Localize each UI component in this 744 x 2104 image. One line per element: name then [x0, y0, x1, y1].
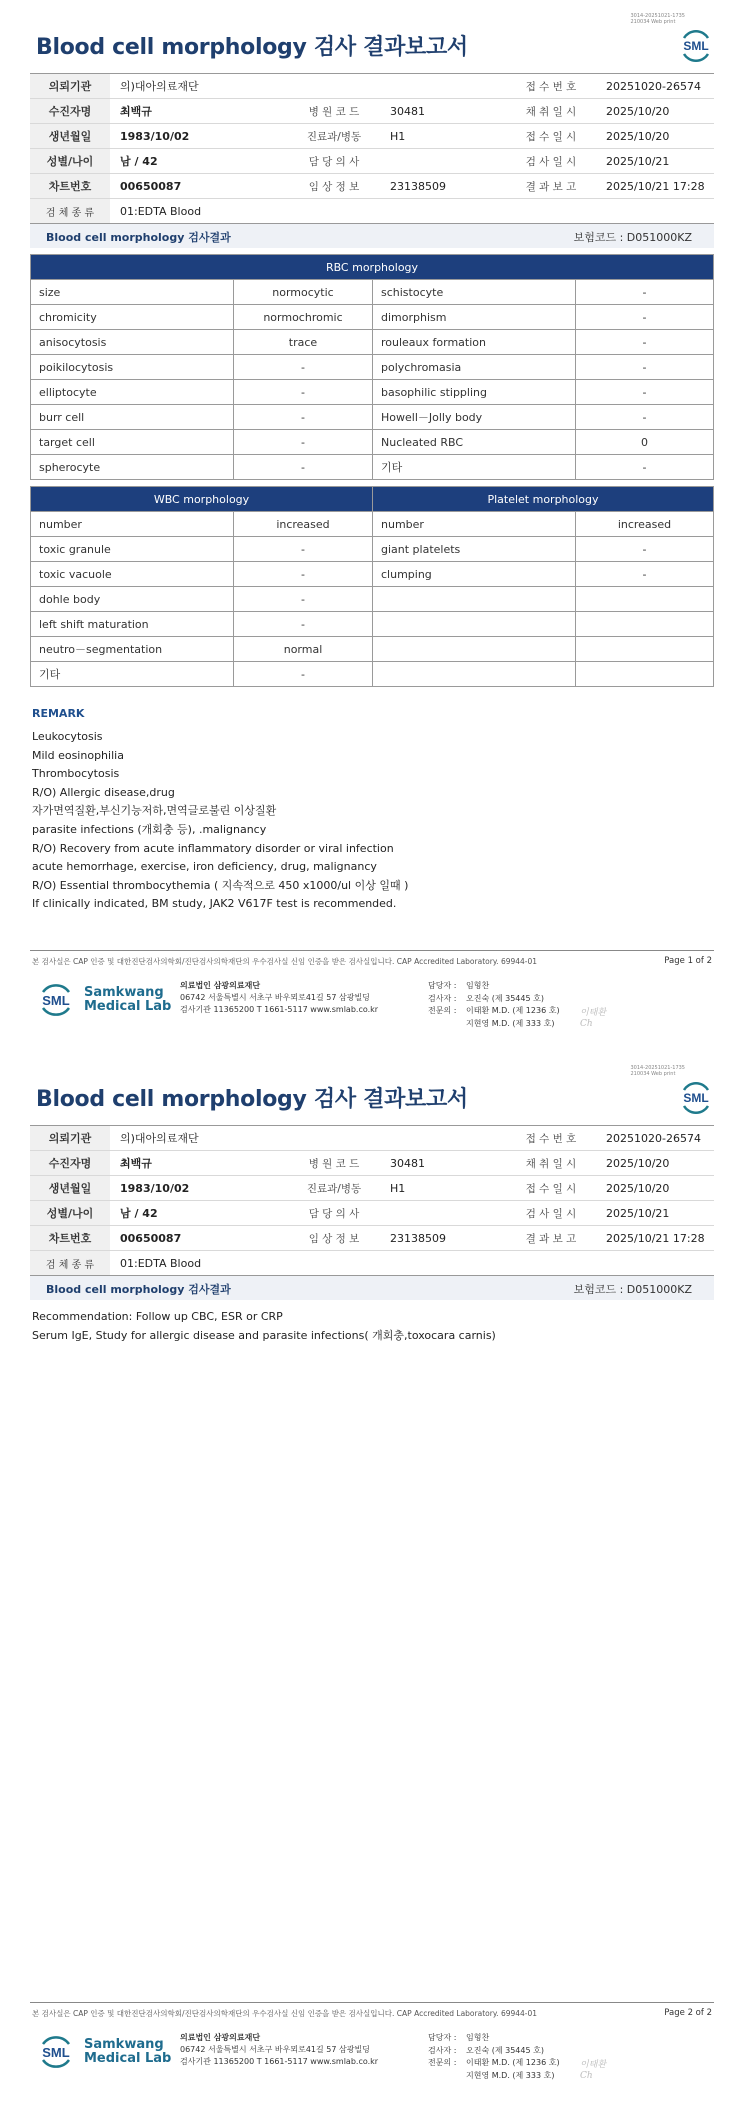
wbc-test-result: -: [234, 662, 373, 687]
value: 2025/10/21: [596, 149, 714, 174]
test-result: -: [234, 430, 373, 455]
recommendation-line: Serum IgE, Study for allergic disease and parasite infections( 개회충,toxocara carnis): [32, 1328, 496, 1342]
label: 검 체 종 류: [30, 199, 110, 224]
label: 접 수 번 호: [506, 1126, 596, 1151]
wbc-test-result: increased: [234, 512, 373, 537]
label: 접 수 일 시: [506, 1176, 596, 1201]
svg-text:SML: SML: [42, 2045, 70, 2060]
value: 2025/10/20: [596, 1151, 714, 1176]
test-name: dimorphism: [373, 305, 576, 330]
remark-text: [32, 728, 408, 914]
label: 채 취 일 시: [506, 1151, 596, 1176]
label: 채 취 일 시: [506, 99, 596, 124]
test-result: -: [234, 355, 373, 380]
label: 결 과 보 고: [506, 174, 596, 199]
platelet-test-name: [373, 637, 576, 662]
label: 담 당 의 사: [288, 1201, 380, 1226]
platelet-test-result: [576, 587, 714, 612]
table-row: [31, 612, 714, 637]
value: 23138509: [380, 174, 506, 199]
table-row: [31, 455, 714, 480]
label: 진료과/병동: [288, 124, 380, 149]
table-row: [31, 355, 714, 380]
print-code: 3014-20251021-1735 210034 Web print: [630, 13, 685, 25]
value: 2025/10/21 17:28: [596, 1226, 714, 1251]
value: 01:EDTA Blood: [110, 1251, 714, 1276]
remark-line: R/O) Recovery from acute inflammatory disorder or viral infection: [32, 841, 394, 855]
test-name: Nucleated RBC: [373, 430, 576, 455]
label: 의뢰기관: [30, 1126, 110, 1151]
remark-line: parasite infections (개회충 등), .malignancy: [32, 822, 267, 836]
value: 의)대아의료재단: [110, 1126, 506, 1151]
remark-line: If clinically indicated, BM study, JAK2 V617F test is recommended.: [32, 897, 397, 911]
value: H1: [380, 1176, 506, 1201]
platelet-test-name: [373, 587, 576, 612]
platelet-table-title: Platelet morphology: [373, 487, 714, 512]
section-title: Blood cell morphology 검사결과: [46, 231, 231, 244]
sml-logo-icon: [36, 980, 76, 1020]
svg-text:SML: SML: [683, 39, 709, 53]
insurance-code: 보험코드 : D051000KZ: [573, 231, 692, 244]
rbc-morphology-table: [30, 254, 714, 480]
wbc-test-name: number: [31, 512, 234, 537]
platelet-test-name: [373, 662, 576, 687]
test-result: normocytic: [234, 280, 373, 305]
signature: 이태환: [580, 2060, 607, 2070]
sml-logo-icon: [36, 2032, 76, 2072]
test-name: elliptocyte: [31, 380, 234, 405]
test-name: spherocyte: [31, 455, 234, 480]
test-name: poikilocytosis: [31, 355, 234, 380]
label: 성별/나이: [30, 1201, 110, 1226]
table-row: [31, 512, 714, 537]
test-result: -: [576, 280, 714, 305]
wbc-test-result: normal: [234, 637, 373, 662]
wbc-test-name: toxic granule: [31, 537, 234, 562]
remark-title: REMARK: [32, 707, 85, 720]
label: 병 원 코 드: [288, 1151, 380, 1176]
platelet-test-result: [576, 662, 714, 687]
wbc-test-result: -: [234, 562, 373, 587]
test-name: 기타: [373, 455, 576, 480]
value: 20251020-26574: [596, 1126, 714, 1151]
remark-line: R/O) Allergic disease,drug: [32, 785, 175, 799]
value: 2025/10/20: [596, 1176, 714, 1201]
wbc-platelet-table: [30, 486, 714, 687]
report-title: Blood cell morphology 검사 결과보고서: [36, 35, 468, 60]
svg-text:SML: SML: [42, 993, 70, 1008]
recommendation-text: [32, 1308, 496, 1345]
platelet-test-result: -: [576, 537, 714, 562]
section-bar: [30, 1276, 714, 1300]
wbc-test-result: -: [234, 612, 373, 637]
platelet-test-result: [576, 637, 714, 662]
test-result: 0: [576, 430, 714, 455]
page-number: Page 1 of 2: [664, 956, 712, 966]
remark-line: acute hemorrhage, exercise, iron deficiency, drug, malignancy: [32, 860, 377, 874]
test-name: Howell－Jolly body: [373, 405, 576, 430]
test-name: burr cell: [31, 405, 234, 430]
label: 진료과/병동: [288, 1176, 380, 1201]
section-bar: [30, 224, 714, 248]
value: 1983/10/02: [110, 1176, 288, 1201]
footer-divider: [30, 950, 714, 951]
print-code: 3014-20251021-1735 210034 Web print: [630, 1065, 685, 1077]
value: 20251020-26574: [596, 74, 714, 99]
label: 접 수 일 시: [506, 124, 596, 149]
platelet-test-result: increased: [576, 512, 714, 537]
remark-line: Thrombocytosis: [32, 767, 120, 781]
test-result: -: [234, 380, 373, 405]
label: 차트번호: [30, 174, 110, 199]
recommendation-line: Recommendation: Follow up CBC, ESR or CRP: [32, 1310, 283, 1323]
insurance-code: 보험코드 : D051000KZ: [573, 1283, 692, 1296]
test-name: chromicity: [31, 305, 234, 330]
label: 수진자명: [30, 1151, 110, 1176]
organization-info: 의료법인 삼광의료재단 06742 서울특별시 서초구 바우뫼로41길 57 삼광빌딩 검사기관 11365200 T 1661-5117 www.smlab.co.kr: [180, 981, 379, 1014]
test-name: size: [31, 280, 234, 305]
signature: Ch: [580, 1019, 593, 1029]
table-row: [31, 637, 714, 662]
test-result: -: [576, 455, 714, 480]
signature: 이태환: [580, 1008, 607, 1018]
test-result: trace: [234, 330, 373, 355]
label: 접 수 번 호: [506, 74, 596, 99]
table-row: [31, 662, 714, 687]
test-name: basophilic stippling: [373, 380, 576, 405]
signers: 담당자 : 임형찬 검사자 : 오진숙 (제 35445 호) 전문의 : 이태환 M.D. (제 1236 호) 지현영 M.D. (제 333 호): [428, 981, 560, 1028]
test-name: rouleaux formation: [373, 330, 576, 355]
wbc-test-name: left shift maturation: [31, 612, 234, 637]
page-2: [0, 1052, 744, 2104]
signers: 담당자 : 임형찬 검사자 : 오진숙 (제 35445 호) 전문의 : 이태환 M.D. (제 1236 호) 지현영 M.D. (제 333 호): [428, 2033, 560, 2080]
label: 의뢰기관: [30, 74, 110, 99]
sml-logo-icon: [678, 1080, 714, 1116]
label: 생년월일: [30, 1176, 110, 1201]
test-name: target cell: [31, 430, 234, 455]
table-row: [31, 280, 714, 305]
test-result: -: [576, 355, 714, 380]
wbc-test-name: dohle body: [31, 587, 234, 612]
patient-info-table: [30, 1125, 714, 1276]
label: 검 사 일 시: [506, 1201, 596, 1226]
value: 2025/10/20: [596, 99, 714, 124]
wbc-test-name: neutro－segmentation: [31, 637, 234, 662]
test-result: -: [576, 380, 714, 405]
test-result: -: [576, 305, 714, 330]
label: 결 과 보 고: [506, 1226, 596, 1251]
label: 담 당 의 사: [288, 149, 380, 174]
label: 병 원 코 드: [288, 99, 380, 124]
wbc-table-title: WBC morphology: [31, 487, 373, 512]
label: 검 체 종 류: [30, 1251, 110, 1276]
footer-divider: [30, 2002, 714, 2003]
test-result: -: [234, 405, 373, 430]
rbc-table-title: RBC morphology: [31, 255, 714, 280]
cap-statement: 본 검사실은 CAP 인증 및 대한진단검사의학회/진단검사의학재단의 우수검사실 신임 인증을 받은 검사실입니다. CAP Accredited Laboratory. 69944-01: [32, 957, 538, 966]
table-row: [31, 330, 714, 355]
test-name: polychromasia: [373, 355, 576, 380]
signature: Ch: [580, 2071, 593, 2081]
value: 1983/10/02: [110, 124, 288, 149]
platelet-test-name: giant platelets: [373, 537, 576, 562]
sml-logo-icon: [678, 28, 714, 64]
value: 01:EDTA Blood: [110, 199, 714, 224]
remark-line: R/O) Essential thrombocythemia ( 지속적으로 450 x1000/ul 이상 일때 ): [32, 878, 409, 892]
remark-line: Leukocytosis: [32, 730, 103, 743]
cap-statement: 본 검사실은 CAP 인증 및 대한진단검사의학회/진단검사의학재단의 우수검사실 신임 인증을 받은 검사실입니다. CAP Accredited Laboratory. 69944-01: [32, 2009, 538, 2018]
page-number: Page 2 of 2: [664, 2008, 712, 2018]
remark-line: Mild eosinophilia: [32, 748, 124, 762]
table-row: [31, 430, 714, 455]
table-row: [31, 405, 714, 430]
test-name: anisocytosis: [31, 330, 234, 355]
table-row: [31, 587, 714, 612]
test-result: -: [576, 330, 714, 355]
platelet-test-name: [373, 612, 576, 637]
value: 2025/10/20: [596, 124, 714, 149]
report-title: Blood cell morphology 검사 결과보고서: [36, 1087, 468, 1112]
value: 2025/10/21 17:28: [596, 174, 714, 199]
value: 00650087: [110, 1226, 288, 1251]
label: 임 상 정 보: [288, 1226, 380, 1251]
wbc-test-name: toxic vacuole: [31, 562, 234, 587]
wbc-test-result: -: [234, 587, 373, 612]
value: H1: [380, 124, 506, 149]
table-row: [31, 537, 714, 562]
platelet-test-name: clumping: [373, 562, 576, 587]
value: 30481: [380, 99, 506, 124]
table-row: [31, 305, 714, 330]
label: 생년월일: [30, 124, 110, 149]
label: 검 사 일 시: [506, 149, 596, 174]
value: 30481: [380, 1151, 506, 1176]
value: 의)대아의료재단: [110, 74, 506, 99]
test-result: -: [576, 405, 714, 430]
test-result: -: [234, 455, 373, 480]
label: 차트번호: [30, 1226, 110, 1251]
value: 남 / 42: [110, 1201, 288, 1226]
patient-info-table: [30, 73, 714, 224]
value: 최백규: [110, 99, 288, 124]
section-title: Blood cell morphology 검사결과: [46, 1283, 231, 1296]
test-result: normochromic: [234, 305, 373, 330]
wbc-test-result: -: [234, 537, 373, 562]
brand-name: Samkwang Medical Lab: [84, 985, 172, 1014]
value: [380, 1201, 506, 1226]
test-name: schistocyte: [373, 280, 576, 305]
label: 성별/나이: [30, 149, 110, 174]
platelet-test-name: number: [373, 512, 576, 537]
label: 임 상 정 보: [288, 174, 380, 199]
value: 2025/10/21: [596, 1201, 714, 1226]
svg-text:SML: SML: [683, 1091, 709, 1105]
organization-info: 의료법인 삼광의료재단 06742 서울특별시 서초구 바우뫼로41길 57 삼광빌딩 검사기관 11365200 T 1661-5117 www.smlab.co.kr: [180, 2033, 379, 2066]
brand-name: Samkwang Medical Lab: [84, 2037, 172, 2066]
value: 00650087: [110, 174, 288, 199]
table-row: [31, 562, 714, 587]
value: 최백규: [110, 1151, 288, 1176]
value: 남 / 42: [110, 149, 288, 174]
value: 23138509: [380, 1226, 506, 1251]
remark-line: 자가면역질환,부신기능저하,면역글로불린 이상질환: [32, 804, 277, 818]
value: [380, 149, 506, 174]
wbc-test-name: 기타: [31, 662, 234, 687]
label: 수진자명: [30, 99, 110, 124]
platelet-test-result: -: [576, 562, 714, 587]
table-row: [31, 380, 714, 405]
platelet-test-result: [576, 612, 714, 637]
